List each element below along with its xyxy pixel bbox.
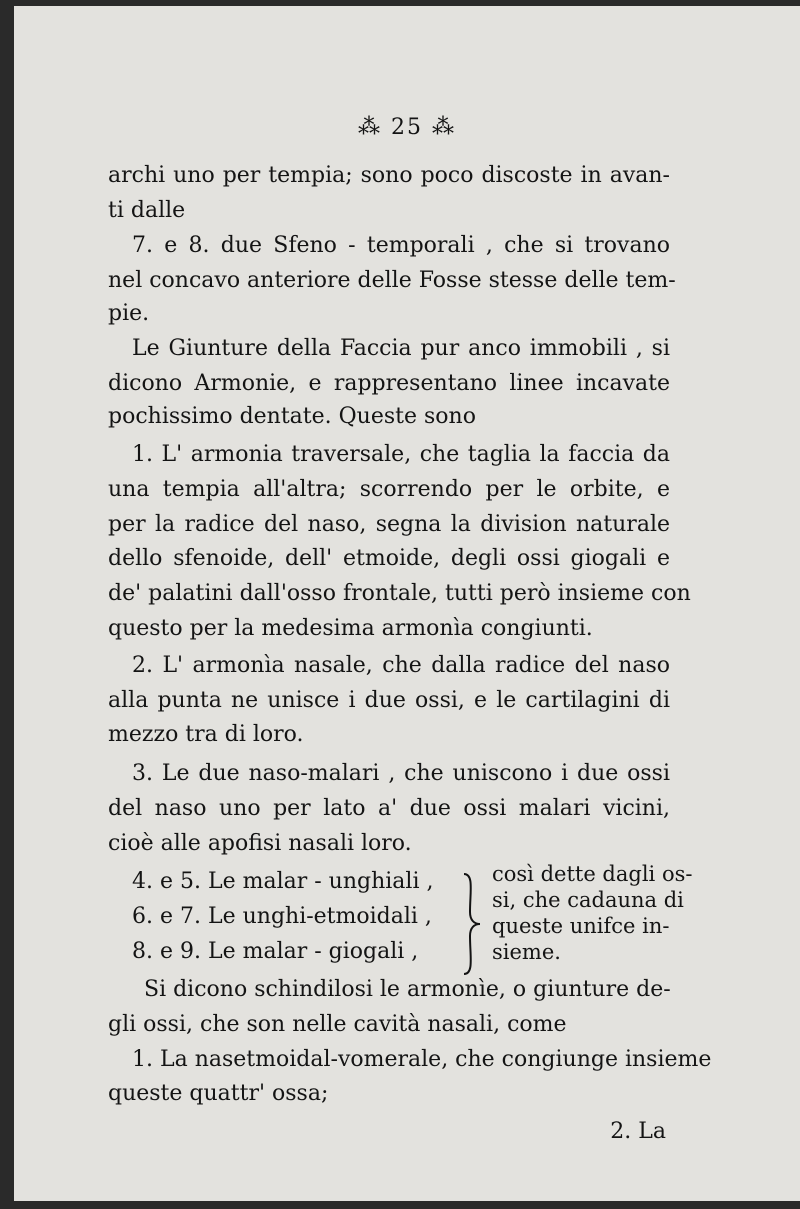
group-note-line: si, che cadauna di bbox=[492, 888, 684, 912]
text-line: 2. L' armonìa nasale, che dalla radice del naso bbox=[132, 653, 670, 678]
body-text-continued bbox=[14, 6, 800, 1201]
book-page bbox=[14, 6, 800, 1201]
group-note-line: sieme. bbox=[492, 940, 561, 964]
text-line: Le Giunture della Faccia pur anco immobili , si bbox=[132, 336, 670, 361]
text-line: per la radice del naso, segna la division naturale bbox=[108, 512, 670, 537]
text-line: 1. La nasetmoidal-vomerale, che congiunge insieme bbox=[132, 1047, 712, 1072]
text-line: nel concavo anteriore delle Fosse stesse delle tem- bbox=[108, 268, 676, 293]
text-line: dello sfenoide, dell' etmoide, degli ossi giogali e bbox=[108, 546, 670, 571]
group-note-line: queste unifce in- bbox=[492, 914, 670, 938]
text-line: cioè alle apofisi nasali loro. bbox=[108, 831, 412, 856]
text-line: 3. Le due naso-malari , che uniscono i due ossi bbox=[132, 761, 670, 786]
group-line: 4. e 5. Le malar - unghiali , bbox=[132, 869, 434, 894]
group-note-line: così dette dagli os- bbox=[492, 862, 693, 886]
catchword: 2. La bbox=[610, 1119, 666, 1144]
text-line: una tempia all'altra; scorrendo per le orbite, e bbox=[108, 477, 670, 502]
text-line: de' palatini dall'osso frontale, tutti però insieme con bbox=[108, 581, 691, 606]
text-line: pochissimo dentate. Queste sono bbox=[108, 404, 476, 429]
text-line: Si dicono schindilosi le armonìe, o giunture de- bbox=[144, 977, 671, 1002]
text-line: mezzo tra di loro. bbox=[108, 722, 304, 747]
text-line: archi uno per tempia; sono poco discoste in avan- bbox=[108, 163, 670, 188]
group-line: 6. e 7. Le unghi-etmoidali , bbox=[132, 904, 432, 929]
text-line: dicono Armonie, e rappresentano linee incavate bbox=[108, 371, 670, 396]
text-line: 7. e 8. due Sfeno - temporali , che si trovano bbox=[132, 233, 670, 258]
group-line: 8. e 9. Le malar - giogali , bbox=[132, 939, 419, 964]
text-line: del naso uno per lato a' due ossi malari vicini, bbox=[108, 796, 670, 821]
text-line: 1. L' armonia traversale, che taglia la faccia da bbox=[132, 442, 670, 467]
text-line: gli ossi, che son nelle cavità nasali, come bbox=[108, 1012, 567, 1037]
page-header: ⁂ 25 ⁂ bbox=[358, 115, 456, 140]
text-line: questo per la medesima armonìa congiunti. bbox=[108, 616, 593, 641]
text-line: queste quattr' ossa; bbox=[108, 1081, 329, 1106]
text-line: alla punta ne unisce i due ossi, e le cartilagini di bbox=[108, 688, 670, 713]
text-line: ti dalle bbox=[108, 198, 186, 223]
text-line: pie. bbox=[108, 301, 150, 326]
